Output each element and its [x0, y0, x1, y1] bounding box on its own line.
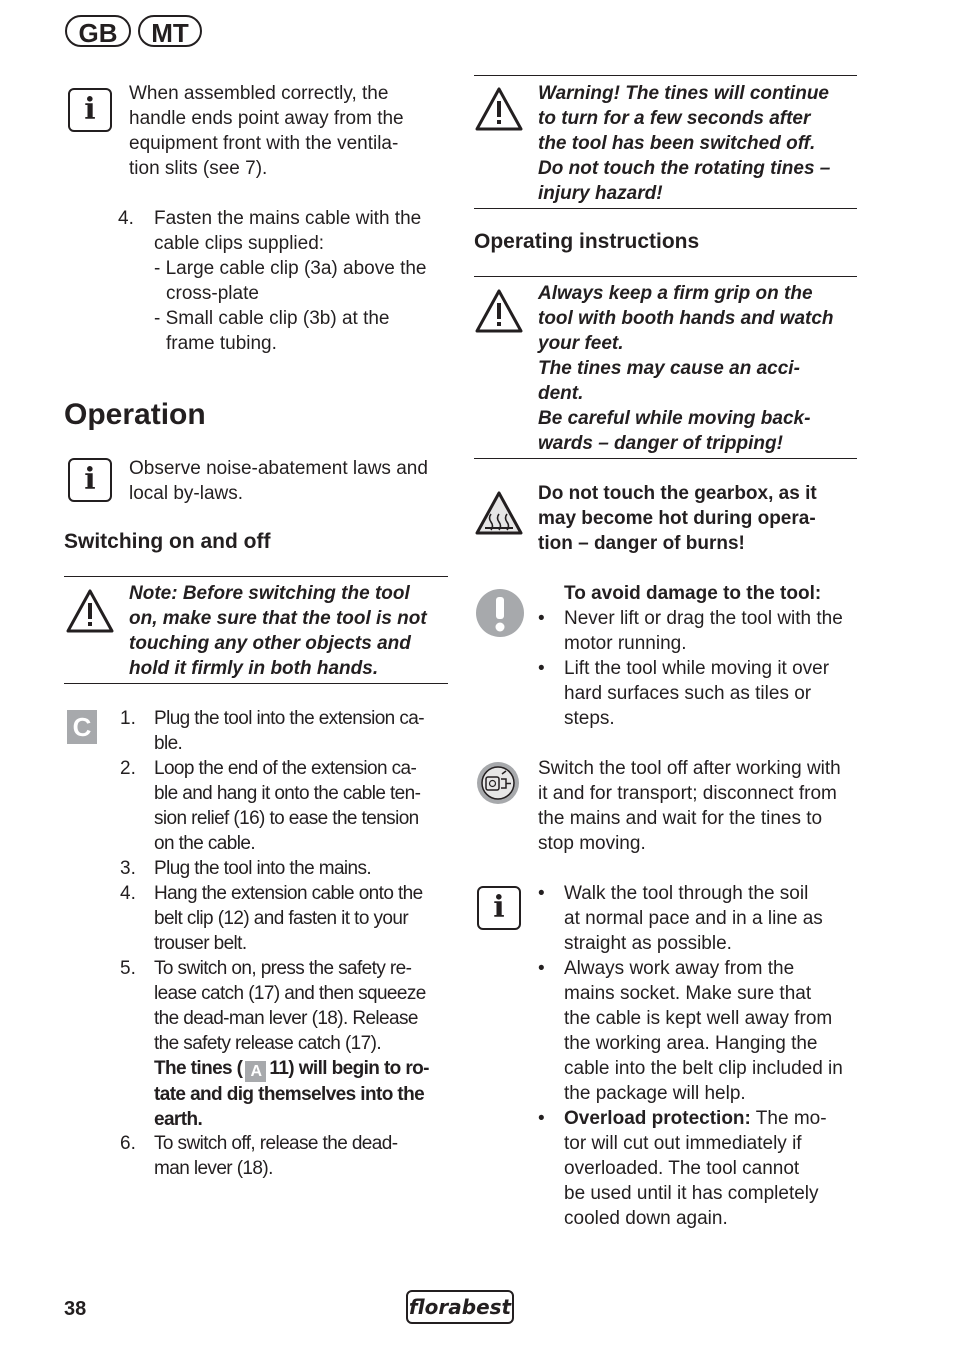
info-icon: i: [68, 458, 112, 502]
divider: [474, 208, 857, 209]
step-number: 6.: [120, 1133, 136, 1154]
info-switch-off-transport: Switch the tool off after working with it and for transport; disconnect from the mains and wait for the tines to stop moving.: [538, 758, 841, 854]
divider: [474, 75, 857, 76]
warning-firm-grip: Always keep a firm grip on the tool with booth hands and watch your feet. The tines may cause an acci- dent. Be careful while moving back- wards – danger of tripping!: [538, 283, 834, 454]
lang-badge-mt: MT: [138, 15, 202, 47]
tip-overload-protection: Overload protection: The mo- tor will cut out immediately if overloaded. The tool cannot be used until it has completely cooled down again.: [564, 1108, 827, 1229]
info-icon: i: [68, 88, 112, 132]
step-switch-on: To switch on, press the safety re- lease catch (17) and then squeeze the dead-man lever (18). Release the safety release catch (17). The tines ( A 11) will begin to ro- tate and dig themselves into the earth.: [154, 958, 429, 1130]
bullet: •: [538, 883, 545, 904]
step-number: 1.: [120, 708, 136, 729]
unplug-icon: [476, 761, 520, 805]
step-number: 4.: [120, 883, 136, 904]
damage-never-lift: Never lift or drag the tool with the motor running.: [564, 608, 843, 654]
step-plug-extension: Plug the tool into the extension ca- ble.: [154, 708, 424, 754]
damage-lift-hard-surface: Lift the tool while moving it over hard surfaces such as tiles or steps.: [564, 658, 830, 729]
step-number: 3.: [120, 858, 136, 879]
info-note-noise: Observe noise-abatement laws and local by-laws.: [129, 458, 428, 504]
step-fasten-cable: Fasten the mains cable with the cable clips supplied: - Large cable clip (3a) above the cross-plate - Small cable clip (3b) at the frame tubing.: [154, 208, 427, 354]
hot-surface-icon: [474, 490, 524, 536]
tip-work-away: Always work away from the mains socket. Make sure that the cable is kept well away from the working area. Hanging the cable into the belt clip included in the package will help.: [564, 958, 843, 1104]
warning-hot-gearbox: Do not touch the gearbox, as it may become hot during opera- tion – danger of burns!: [538, 483, 817, 554]
step-loop-cable: Loop the end of the extension ca- ble and hang it onto the cable ten- sion relief (16) to ease the tension on the cable.: [154, 758, 421, 854]
step-switch-off: To switch off, release the dead- man lever (18).: [154, 1133, 398, 1179]
bullet: •: [538, 1108, 545, 1129]
figure-a-label: A: [245, 1061, 266, 1082]
divider: [474, 458, 857, 459]
warning-tines-continue: Warning! The tines will continue to turn for a few seconds after the tool has been switched off. Do not touch the rotating tines – injury hazard!: [538, 83, 831, 204]
divider: [64, 576, 448, 577]
warning-icon: [65, 588, 115, 634]
lang-badge-gb: GB: [65, 15, 131, 47]
divider: [64, 683, 448, 684]
step-number: 4.: [118, 208, 134, 229]
subsection-title-switching: Switching on and off: [64, 530, 271, 553]
figure-c-label: C: [67, 710, 97, 744]
exclamation-icon: [475, 588, 525, 638]
brand-logo: florabest: [406, 1290, 514, 1324]
warning-note-switching: Note: Before switching the tool on, make sure that the tool is not touching any other objects and hold it firmly in both hands.: [129, 583, 427, 679]
tip-walk-tool: Walk the tool through the soil at normal pace and in a line as straight as possible.: [564, 883, 823, 954]
step-number: 5.: [120, 958, 136, 979]
bullet: •: [538, 658, 545, 679]
step-belt-clip: Hang the extension cable onto the belt clip (12) and fasten it to your trouser belt.: [154, 883, 423, 954]
step-plug-mains: Plug the tool into the mains.: [154, 858, 372, 879]
section-title-operation: Operation: [64, 398, 206, 431]
divider: [474, 276, 857, 277]
info-note-assembly: When assembled correctly, the handle ends point away from the equipment front with the ventila- tion slits (see 7).: [129, 83, 404, 179]
warning-icon: [474, 288, 524, 334]
page-number: 38: [64, 1298, 87, 1320]
warning-icon: [474, 86, 524, 132]
bullet: •: [538, 608, 545, 629]
info-icon: i: [477, 886, 521, 930]
step-number: 2.: [120, 758, 136, 779]
subsection-title-operating: Operating instructions: [474, 230, 700, 253]
bullet: •: [538, 958, 545, 979]
damage-title: To avoid damage to the tool:: [564, 583, 822, 604]
